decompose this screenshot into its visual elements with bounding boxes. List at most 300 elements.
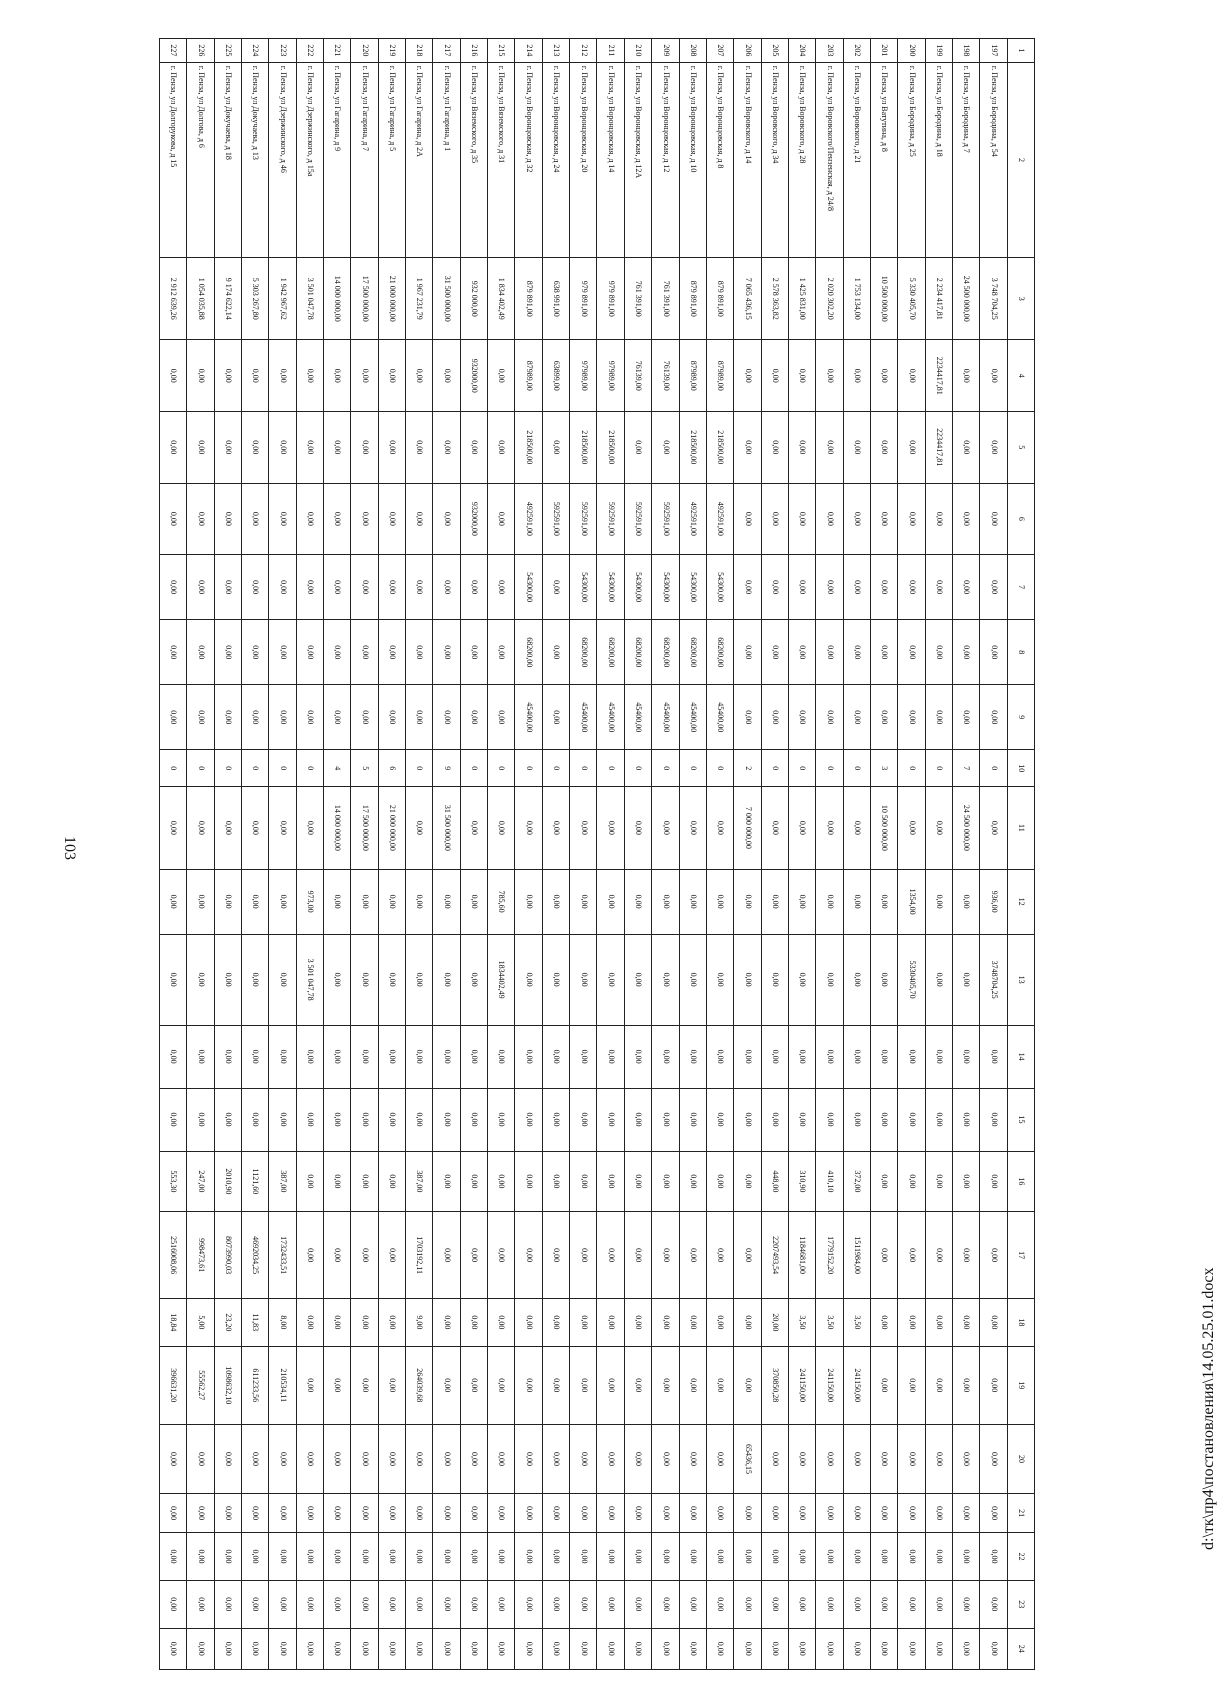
value-cell: 0,00	[214, 1533, 241, 1581]
value-cell: 0,00	[214, 412, 241, 484]
value-cell: 592591,00	[624, 483, 651, 555]
value-cell: 0,00	[952, 1088, 979, 1151]
table-row	[816, 39, 843, 1670]
value-cell: 0,00	[816, 340, 843, 412]
value-cell: 0,00	[925, 685, 952, 750]
header-cell: 8	[1007, 620, 1034, 685]
value-cell: 0,00	[570, 1494, 597, 1533]
row-number-cell: 203	[816, 39, 843, 63]
table-row	[570, 39, 597, 1670]
table-row	[542, 39, 569, 1670]
value-cell: 218500,00	[706, 412, 733, 484]
value-cell: 310,90	[788, 1151, 815, 1212]
value-cell: 0,00	[242, 934, 269, 1025]
value-cell: 18,84	[160, 1298, 187, 1346]
value-cell: 2 020 302,20	[816, 258, 843, 340]
address-cell: г. Пенза, ул Дзержинского, д 46	[269, 62, 296, 257]
address-cell: г. Пенза, ул Воронцовская, д 14	[597, 62, 624, 257]
row-number-cell: 202	[843, 39, 870, 63]
value-cell: 0,00	[351, 1151, 378, 1212]
value-cell: 0,00	[406, 1580, 433, 1628]
value-cell: 0,00	[870, 685, 897, 750]
value-cell: 0,00	[952, 555, 979, 620]
value-cell: 0,00	[515, 1346, 542, 1424]
table-row	[870, 39, 897, 1670]
value-cell: 0	[679, 750, 706, 787]
value-cell: 0,00	[652, 1580, 679, 1628]
value-cell: 492591,00	[515, 483, 542, 555]
value-cell: 0,00	[296, 412, 323, 484]
value-cell: 0,00	[624, 1298, 651, 1346]
value-cell: 4	[324, 750, 351, 787]
value-cell: 0,00	[488, 1580, 515, 1628]
value-cell: 0,00	[160, 1424, 187, 1493]
value-cell: 0,00	[952, 934, 979, 1025]
value-cell: 0,00	[351, 934, 378, 1025]
rotated-table-container	[159, 38, 1035, 1670]
value-cell: 0,00	[324, 1346, 351, 1424]
address-cell: г. Пенза, ул Бородина, д 54	[980, 62, 1007, 257]
value-cell: 492591,00	[679, 483, 706, 555]
value-cell: 0,00	[378, 620, 405, 685]
value-cell: 0,00	[214, 340, 241, 412]
value-cell: 0,00	[734, 1151, 761, 1212]
value-cell: 0,00	[214, 1025, 241, 1088]
value-cell: 0,00	[433, 1628, 460, 1669]
value-cell: 0,00	[925, 1346, 952, 1424]
value-cell: 0,00	[898, 1533, 925, 1581]
value-cell: 17 500 000,00	[351, 258, 378, 340]
value-cell: 0,00	[843, 555, 870, 620]
value-cell: 0,00	[515, 1025, 542, 1088]
value-cell: 0,00	[542, 1212, 569, 1299]
value-cell: 0,00	[816, 1424, 843, 1493]
value-cell: 0,00	[652, 1025, 679, 1088]
value-cell: 0,00	[597, 934, 624, 1025]
value-cell: 76139,00	[652, 340, 679, 412]
value-cell: 54300,00	[570, 555, 597, 620]
row-number-cell: 215	[488, 39, 515, 63]
value-cell: 592591,00	[542, 483, 569, 555]
value-cell: 0,00	[214, 483, 241, 555]
value-cell: 0,00	[952, 1025, 979, 1088]
value-cell: 0,00	[542, 787, 569, 869]
value-cell: 0,00	[843, 1025, 870, 1088]
header-cell: 12	[1007, 869, 1034, 934]
value-cell: 592591,00	[570, 483, 597, 555]
value-cell: 0,00	[570, 1212, 597, 1299]
value-cell: 0,00	[980, 620, 1007, 685]
value-cell: 0,00	[952, 412, 979, 484]
value-cell: 0,00	[269, 1580, 296, 1628]
value-cell: 0,00	[242, 412, 269, 484]
value-cell: 0,00	[488, 412, 515, 484]
value-cell: 0,00	[406, 1494, 433, 1533]
value-cell: 10 500 000,00	[870, 258, 897, 340]
value-cell: 0,00	[433, 1088, 460, 1151]
value-cell: 0,00	[925, 555, 952, 620]
value-cell: 0,00	[324, 555, 351, 620]
value-cell: 0,00	[570, 1424, 597, 1493]
value-cell: 0,00	[788, 934, 815, 1025]
value-cell: 0,00	[570, 1025, 597, 1088]
value-cell: 2	[734, 750, 761, 787]
value-cell: 0,00	[788, 1025, 815, 1088]
value-cell: 0,00	[706, 1298, 733, 1346]
row-number-cell: 208	[679, 39, 706, 63]
address-cell: г. Пенза, ул Гагарина, д 2А	[406, 62, 433, 257]
value-cell: 0,00	[624, 1533, 651, 1581]
value-cell: 2516008,06	[160, 1212, 187, 1299]
value-cell: 0,00	[870, 1424, 897, 1493]
value-cell: 1121,60	[242, 1151, 269, 1212]
value-cell: 0,00	[624, 1025, 651, 1088]
value-cell: 0,00	[980, 685, 1007, 750]
value-cell: 0,00	[843, 1494, 870, 1533]
value-cell: 0,00	[460, 1151, 487, 1212]
value-cell: 0,00	[816, 1628, 843, 1669]
value-cell: 0,00	[488, 620, 515, 685]
value-cell: 0,00	[816, 685, 843, 750]
value-cell: 0,00	[980, 1628, 1007, 1669]
value-cell: 0,00	[351, 1298, 378, 1346]
value-cell: 0,00	[761, 934, 788, 1025]
value-cell: 0,00	[734, 1298, 761, 1346]
value-cell: 0,00	[242, 869, 269, 934]
value-cell: 0,00	[898, 787, 925, 869]
page-number: 103	[61, 836, 78, 860]
table-row	[324, 39, 351, 1670]
value-cell: 0	[214, 750, 241, 787]
value-cell: 0,00	[242, 787, 269, 869]
value-cell: 0,00	[488, 1088, 515, 1151]
value-cell: 0,00	[296, 555, 323, 620]
value-cell: 0,00	[597, 1580, 624, 1628]
row-number-cell: 225	[214, 39, 241, 63]
value-cell: 0,00	[816, 555, 843, 620]
value-cell: 45400,00	[624, 685, 651, 750]
header-row	[1007, 39, 1034, 1670]
value-cell: 45400,00	[597, 685, 624, 750]
value-cell: 0,00	[652, 1212, 679, 1299]
value-cell: 0,00	[570, 1628, 597, 1669]
value-cell: 0,00	[242, 1025, 269, 1088]
value-cell: 0,00	[324, 412, 351, 484]
value-cell: 0,00	[597, 1088, 624, 1151]
value-cell: 0,00	[870, 620, 897, 685]
value-cell: 0,00	[652, 1424, 679, 1493]
value-cell: 218500,00	[570, 412, 597, 484]
value-cell: 31 500 000,00	[433, 787, 460, 869]
value-cell: 0	[706, 750, 733, 787]
value-cell: 0,00	[788, 1580, 815, 1628]
value-cell: 998473,61	[187, 1212, 214, 1299]
value-cell: 0,00	[378, 1025, 405, 1088]
value-cell: 0,00	[296, 1424, 323, 1493]
value-cell: 54300,00	[624, 555, 651, 620]
value-cell: 0,00	[870, 340, 897, 412]
value-cell: 785,60	[488, 869, 515, 934]
value-cell: 0,00	[980, 1088, 1007, 1151]
value-cell: 68200,00	[706, 620, 733, 685]
value-cell: 0,00	[980, 1298, 1007, 1346]
value-cell: 0,00	[214, 787, 241, 869]
value-cell: 0,00	[242, 340, 269, 412]
value-cell: 0,00	[843, 483, 870, 555]
value-cell: 0,00	[160, 787, 187, 869]
value-cell: 0,00	[843, 685, 870, 750]
value-cell: 2010,90	[214, 1151, 241, 1212]
value-cell: 0,00	[761, 412, 788, 484]
value-cell: 0,00	[898, 1025, 925, 1088]
value-cell: 0,00	[406, 1424, 433, 1493]
value-cell: 0,00	[187, 1088, 214, 1151]
value-cell: 0,00	[679, 1151, 706, 1212]
value-cell: 0,00	[160, 555, 187, 620]
value-cell: 0,00	[296, 1212, 323, 1299]
value-cell: 0,00	[488, 1151, 515, 1212]
value-cell: 0,00	[679, 1628, 706, 1669]
value-cell: 0,00	[296, 1298, 323, 1346]
row-number-cell: 223	[269, 39, 296, 63]
row-number-cell: 218	[406, 39, 433, 63]
table-row	[242, 39, 269, 1670]
value-cell: 0,00	[160, 412, 187, 484]
value-cell: 0,00	[597, 1298, 624, 1346]
address-cell: г. Пенза, ул Дзержинского, д 15а	[296, 62, 323, 257]
value-cell: 370850,28	[761, 1346, 788, 1424]
value-cell: 0,00	[433, 483, 460, 555]
value-cell: 0,00	[706, 1151, 733, 1212]
value-cell: 0,00	[488, 1212, 515, 1299]
value-cell: 0,00	[378, 685, 405, 750]
value-cell: 0,00	[160, 483, 187, 555]
value-cell: 0,00	[898, 1628, 925, 1669]
header-cell: 15	[1007, 1088, 1034, 1151]
header-cell: 11	[1007, 787, 1034, 869]
value-cell: 0,00	[952, 1580, 979, 1628]
address-cell: г. Пенза, ул Гагарина, д 1	[433, 62, 460, 257]
value-cell: 0,00	[351, 1628, 378, 1669]
value-cell: 0,00	[296, 1494, 323, 1533]
value-cell: 0,00	[952, 620, 979, 685]
value-cell: 0,00	[734, 412, 761, 484]
value-cell: 0,00	[761, 685, 788, 750]
value-cell: 0,00	[488, 1424, 515, 1493]
value-cell: 0,00	[597, 1424, 624, 1493]
value-cell: 0,00	[351, 685, 378, 750]
value-cell: 0,00	[570, 1346, 597, 1424]
value-cell: 3 501 047,78	[296, 934, 323, 1025]
value-cell: 0,00	[925, 1025, 952, 1088]
value-cell: 0,00	[597, 1212, 624, 1299]
header-cell: 18	[1007, 1298, 1034, 1346]
value-cell: 372,00	[843, 1151, 870, 1212]
value-cell: 0	[843, 750, 870, 787]
value-cell: 0,00	[351, 1580, 378, 1628]
value-cell: 0,00	[460, 685, 487, 750]
value-cell: 0,00	[843, 1628, 870, 1669]
value-cell: 0,00	[679, 1298, 706, 1346]
value-cell: 21 000 000,00	[378, 258, 405, 340]
value-cell: 0,00	[460, 1628, 487, 1669]
value-cell: 0,00	[351, 483, 378, 555]
value-cell: 3748704,25	[980, 934, 1007, 1025]
value-cell: 0,00	[652, 1533, 679, 1581]
value-cell: 1354,00	[898, 869, 925, 934]
value-cell: 0,00	[980, 412, 1007, 484]
value-cell: 0,00	[597, 1346, 624, 1424]
value-cell: 7 065 436,15	[734, 258, 761, 340]
value-cell: 0,00	[925, 1424, 952, 1493]
value-cell: 0,00	[980, 1424, 1007, 1493]
address-cell: г. Пенза, ул Бородина, д 7	[952, 62, 979, 257]
value-cell: 0,00	[324, 1212, 351, 1299]
value-cell: 0,00	[952, 1533, 979, 1581]
value-cell: 0,00	[488, 1494, 515, 1533]
value-cell: 879 891,00	[515, 258, 542, 340]
value-cell: 7 000 000,00	[734, 787, 761, 869]
value-cell: 3,50	[788, 1298, 815, 1346]
value-cell: 0,00	[378, 1533, 405, 1581]
address-cell: г. Пенза, ул Воровского/Пензенская, д 24/8	[816, 62, 843, 257]
value-cell: 0,00	[761, 1580, 788, 1628]
value-cell: 0,00	[816, 483, 843, 555]
value-cell: 0	[296, 750, 323, 787]
value-cell: 0,00	[542, 1088, 569, 1151]
value-cell: 0,00	[269, 555, 296, 620]
value-cell: 1098632,10	[214, 1346, 241, 1424]
value-cell: 0,00	[515, 1424, 542, 1493]
value-cell: 0,00	[952, 1628, 979, 1669]
value-cell: 0,00	[706, 1494, 733, 1533]
value-cell: 0,00	[898, 1212, 925, 1299]
row-number-cell: 210	[624, 39, 651, 63]
header-cell: 5	[1007, 412, 1034, 484]
value-cell: 0,00	[542, 685, 569, 750]
value-cell: 0	[187, 750, 214, 787]
value-cell: 0,00	[460, 869, 487, 934]
value-cell: 0,00	[679, 869, 706, 934]
value-cell: 3,50	[843, 1298, 870, 1346]
value-cell: 0,00	[515, 1533, 542, 1581]
row-number-cell: 201	[870, 39, 897, 63]
value-cell: 0,00	[980, 1212, 1007, 1299]
value-cell: 17 500 000,00	[351, 787, 378, 869]
value-cell: 0,00	[269, 787, 296, 869]
value-cell: 410,10	[816, 1151, 843, 1212]
value-cell: 54300,00	[652, 555, 679, 620]
value-cell: 0,00	[706, 1346, 733, 1424]
value-cell: 0,00	[460, 1088, 487, 1151]
value-cell: 0,00	[351, 1025, 378, 1088]
row-number-cell: 206	[734, 39, 761, 63]
row-number-cell: 197	[980, 39, 1007, 63]
table-row	[706, 39, 733, 1670]
value-cell: 0,00	[788, 1533, 815, 1581]
value-cell: 3	[870, 750, 897, 787]
value-cell: 6	[378, 750, 405, 787]
value-cell: 0,00	[652, 412, 679, 484]
value-cell: 0,00	[296, 787, 323, 869]
value-cell: 0,00	[433, 1533, 460, 1581]
row-number-cell: 216	[460, 39, 487, 63]
value-cell: 0,00	[378, 483, 405, 555]
address-cell: г. Пенза, ул Ватутина, д 8	[870, 62, 897, 257]
value-cell: 0,00	[843, 1580, 870, 1628]
value-cell: 0,00	[706, 1533, 733, 1581]
value-cell: 0,00	[460, 1025, 487, 1088]
value-cell: 0,00	[269, 1424, 296, 1493]
value-cell: 0,00	[952, 340, 979, 412]
value-cell: 0,00	[925, 1533, 952, 1581]
value-cell: 0,00	[269, 1628, 296, 1669]
header-cell: 19	[1007, 1346, 1034, 1424]
value-cell: 0,00	[187, 412, 214, 484]
value-cell: 0,00	[324, 1494, 351, 1533]
value-cell: 0,00	[706, 1088, 733, 1151]
value-cell: 218500,00	[679, 412, 706, 484]
value-cell: 0,00	[242, 685, 269, 750]
value-cell: 0,00	[324, 1424, 351, 1493]
value-cell: 0,00	[406, 1088, 433, 1151]
header-cell: 10	[1007, 750, 1034, 787]
address-cell: г. Пенза, ул Воронцовская, д 12	[652, 62, 679, 257]
value-cell: 54300,00	[679, 555, 706, 620]
value-cell: 0,00	[460, 1424, 487, 1493]
value-cell: 0,00	[788, 340, 815, 412]
value-cell: 0,00	[460, 1494, 487, 1533]
header-cell: 21	[1007, 1494, 1034, 1533]
value-cell: 0,00	[433, 555, 460, 620]
value-cell: 0,00	[324, 934, 351, 1025]
value-cell: 0,00	[460, 1212, 487, 1299]
value-cell: 0,00	[351, 412, 378, 484]
value-cell: 0,00	[761, 620, 788, 685]
value-cell: 0,00	[925, 1298, 952, 1346]
value-cell: 592591,00	[652, 483, 679, 555]
value-cell: 0,00	[788, 412, 815, 484]
value-cell: 0	[816, 750, 843, 787]
value-cell: 0,00	[624, 787, 651, 869]
table-row	[843, 39, 870, 1670]
value-cell: 24 500 000,00	[952, 787, 979, 869]
value-cell: 0,00	[214, 620, 241, 685]
value-cell: 0,00	[378, 1628, 405, 1669]
value-cell: 0,00	[515, 1580, 542, 1628]
row-number-cell: 222	[296, 39, 323, 63]
value-cell: 0,00	[406, 1628, 433, 1669]
value-cell: 0,00	[406, 787, 433, 869]
value-cell: 0,00	[980, 1533, 1007, 1581]
value-cell: 0,00	[952, 869, 979, 934]
value-cell: 0,00	[242, 483, 269, 555]
row-number-cell: 199	[925, 39, 952, 63]
value-cell: 0,00	[433, 1298, 460, 1346]
value-cell: 0,00	[242, 1088, 269, 1151]
value-cell: 0,00	[925, 620, 952, 685]
value-cell: 0,00	[488, 1025, 515, 1088]
value-cell: 0,00	[214, 1580, 241, 1628]
value-cell: 9,00	[406, 1298, 433, 1346]
value-cell: 1732433,51	[269, 1212, 296, 1299]
value-cell: 0,00	[324, 1628, 351, 1669]
value-cell: 0,00	[870, 1151, 897, 1212]
value-cell: 97989,00	[570, 340, 597, 412]
row-number-cell: 209	[652, 39, 679, 63]
row-number-cell: 212	[570, 39, 597, 63]
value-cell: 0,00	[542, 1151, 569, 1212]
